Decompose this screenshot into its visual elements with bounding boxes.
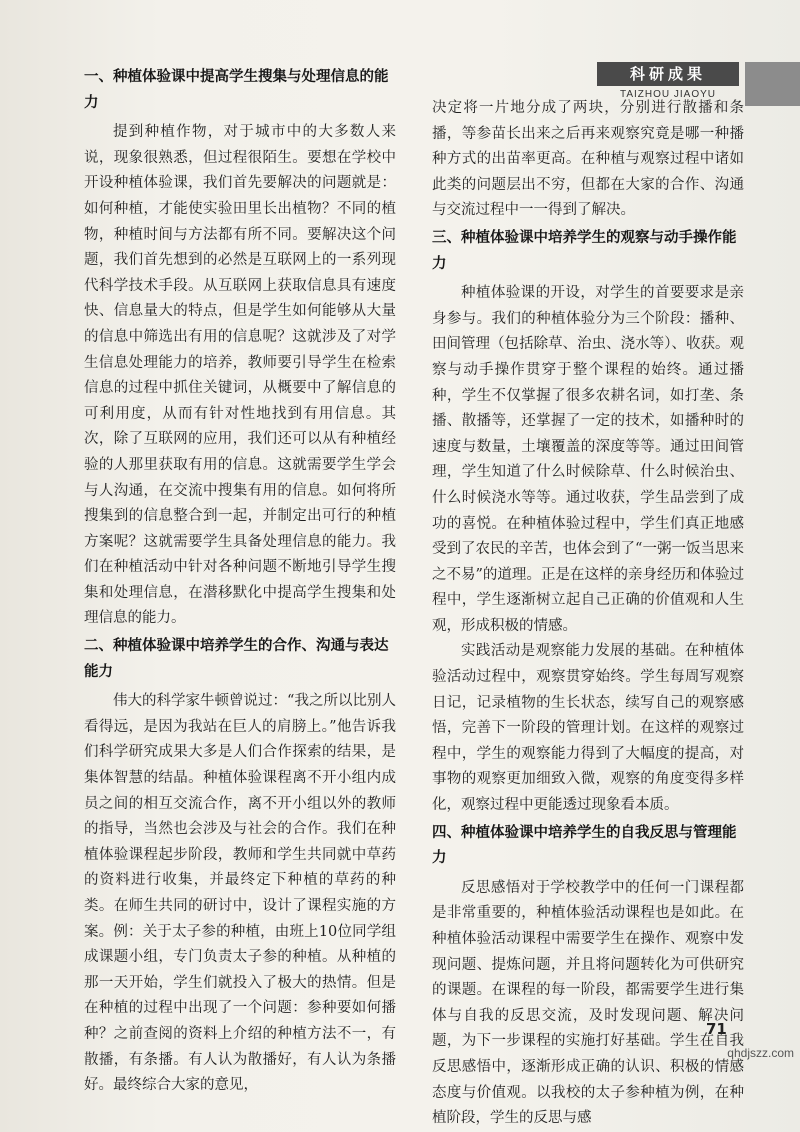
section-title-en: TAIZHOU JIAOYU xyxy=(619,89,717,100)
section-title-cn: 科研成果 xyxy=(597,62,739,86)
page-number: 71 xyxy=(706,1020,727,1038)
paragraph-1: 提到种植作物，对于城市中的大多数人来说，现象很熟悉，但过程很陌生。要想在学校中开设种植体验课，我们首先要解决的问题就是：如何种植，才能使实验田里长出植物？不同的植物，种植时间与方法都有所不同。要解决这个问题，我们首先想到的必然是互联网上的一系列现代科学技术手段。从互联网上获取信息具有速度快、信息量大的特点，但是学生如何能够从大量的信息中筛选出有用的信息呢？这就涉及了对学生信息处理能力的培养，教师要引导学生在检索信息的过程中抓住关键词，从概要中了解信息的可利用度，从而有针对性地找到有用信息。其次，除了互联网的应用，我们还可以从有种植经验的人那里获取有用的信息。这就需要学生学会与人沟通，在交流中搜集有用的信息。如何将所搜集到的信息整合到一起，并制定出可行的种植方案呢？这就需要学生具备处理信息的能力。我们在种植活动中针对各种问题不断地引导学生搜集和处理信息，在潜移默化中提高学生搜集和处理信息的能力。 xyxy=(84,124,396,627)
heading-2: 二、种植体验课中培养学生的合作、沟通与表达能力 xyxy=(84,638,389,680)
watermark: qhdjszz.com xyxy=(727,1046,794,1060)
paragraph-4: 反思感悟对于学校教学中的任何一门课程都是非常重要的，种植体验活动课程也是如此。在种植体验活动课程中需要学生在操作、观察中发现问题、提炼问题，并且将问题转化为可供研究的课题。在课程的每一阶段，都需要学生进行集体与自我的反思交流，及时发现问题、解决问题，为下一步课程的实施打好基础。学生在自我反思感悟中，逐渐形成正确的认识、积极的情感态度与价值观。以我校的太子参种植为例，在种植阶段，学生的反思与感 xyxy=(432,879,744,1127)
heading-3: 三、种植体验课中培养学生的观察与动手操作能力 xyxy=(432,229,737,272)
left-column xyxy=(84,63,396,1099)
paragraph-2-continued: 决定将一片地分成了两块，分别进行散播和条播，等参苗长出来之后再来观察究竟是哪一种播种方式的出苗率更高。在种植与观察过程中诸如此类的问题层出不穷，但都在大家的合作、沟通与交流过程中一一得到了解决。 xyxy=(432,100,744,219)
right-column xyxy=(432,96,744,1132)
paragraph-3a: 种植体验课的开设，对学生的首要要求是亲身参与。我们的种植体验分为三个阶段：播种、田间管理（包括除草、治虫、浇水等）、收获。观察与动手操作贯穿于整个课程的始终。通过播种，学生不仅掌握了很多农耕名词，如打垄、条播、散播等，还掌握了一定的技术，如播种时的速度与数量，土壤覆盖的深度等等。通过田间管理，学生知道了什么时候除草、什么时候治虫、什么时候浇水等等。通过收获，学生品尝到了成功的喜悦。在种植体验过程中，学生们真正地感受到了农民的辛苦，也体会到了“一粥一饭当思来之不易”的道理。正是在这样的亲身经历和体验过程中，学生逐渐树立起自己正确的价值观和人生观，形成积极的情感。 xyxy=(432,285,744,634)
heading-1: 一、种植体验课中提高学生搜集与处理信息的能力 xyxy=(84,69,389,111)
badge-gray-block xyxy=(745,62,800,106)
paragraph-2: 伟大的科学家牛顿曾说过：“我之所以比别人看得远，是因为我站在巨人的肩膀上。”他告诉我们科学研究成果大多是人们合作探索的结果，是集体智慧的结晶。种植体验课程离不开小组内成员之间的相互交流合作，离不开小组以外的教师的指导，当然也会涉及与社会的合作。我们在种植体验课程起步阶段，教师和学生共同就中草药的资料进行收集，并最终定下种植的草药的种类。在师生共同的研讨中，设计了课程实施的方案。例：关于太子参的种植，由班上10位同学组成课题小组，专门负责太子参的种植。从种植的那一天开始，学生们就投入了极大的热情。但是在种植的过程中出现了一个问题：参种要如何播种？之前查阅的资料上介绍的种植方法不一，有散播，有条播。有人认为散播好，有人认为条播好。最终综合大家的意见， xyxy=(84,693,396,1094)
paragraph-3b: 实践活动是观察能力发展的基础。在种植体验活动过程中，观察贯穿始终。学生每周写观察日记，记录植物的生长状态，续写自己的观察感悟，完善下一阶段的管理计划。在这样的观察过程中，学生的观察能力得到了大幅度的提高，对事物的观察更加细致入微，观察的角度变得多样化，观察过程中更能透过现象看本质。 xyxy=(432,643,744,814)
heading-4: 四、种植体验课中培养学生的自我反思与管理能力 xyxy=(432,824,737,867)
